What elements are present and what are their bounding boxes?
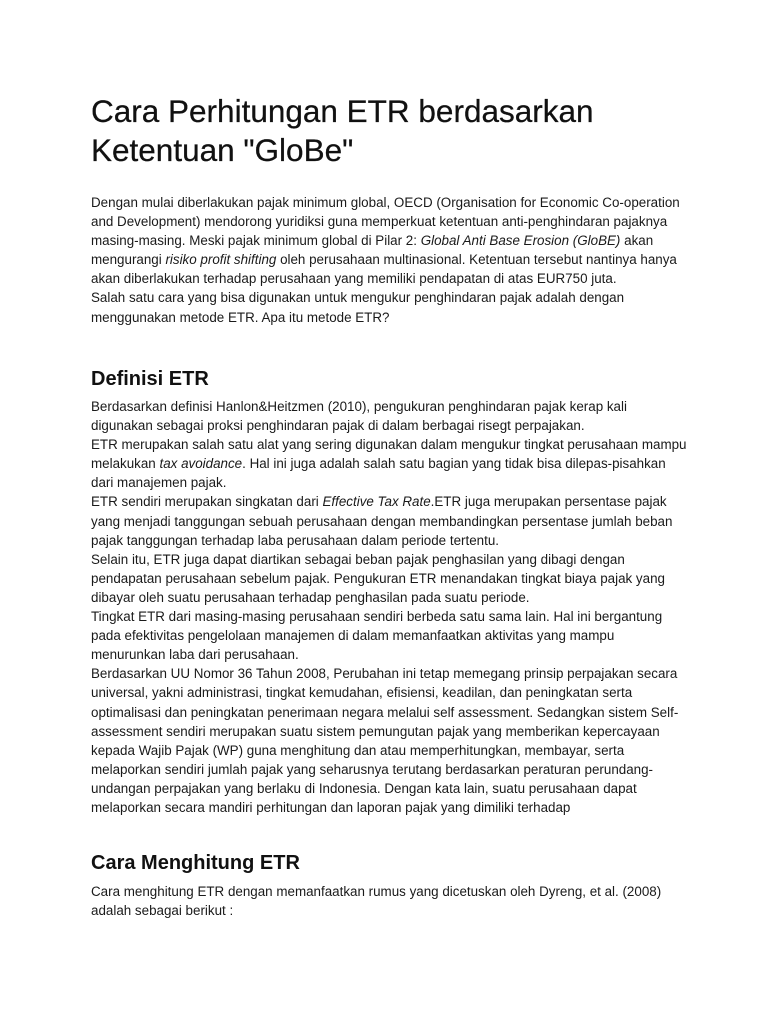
cara-heading: Cara Menghitung ETR [91, 852, 300, 874]
definisi-p3-text-a: ETR sendiri merupakan singkatan dari [91, 494, 323, 510]
intro-text [91, 193, 691, 327]
intro-paragraph-1 [91, 193, 691, 288]
cara-paragraph-1: Cara menghitung ETR dengan memanfaatkan rumus yang dicetuskan oleh Dyreng, et al. (2008) adalah sebagai berikut : [91, 884, 662, 919]
definisi-paragraph-6: Berdasarkan UU Nomor 36 Tahun 2008, Perubahan ini tetap memegang prinsip perpajakan secara universal, yakni administrasi, tingkat kemudahan, efisiensi, keadilan, dan peningkatan serta optimalisasi dan peningkatan penerimaan negara melalui self assessment. Sedangkan sistem Self-assessment sendiri merupakan suatu sistem pemungutan pajak yang memberikan kepercayaan kepada Wajib Pajak (WP) guna menghitung dan atau memperhitungkan, membayar, serta melaporkan sendiri jumlah pajak yang seharusnya terutang berdasarkan peraturan perundang-undangan perpajakan yang berlaku di Indonesia. Dengan kata lain, suatu perusahaan dapat melaporkan secara mandiri perhitungan dan laporan pajak yang dimiliki terhadap [91, 666, 679, 815]
definisi-heading: Definisi ETR [91, 368, 209, 390]
intro-p1-text-a: Dengan mulai diberlakukan pajak minimum global, OECD (Organisation for Economic Co-operation and Development) mendorong yuridiksi guna memperkuat ketentuan anti-penghindaran pajaknya masing-masing. Meski pajak minimum global di Pilar 2: [91, 195, 680, 249]
intro-p1-text-b: akan mengurangi [91, 233, 654, 268]
definisi-paragraph-5: Tingkat ETR dari masing-masing perusahaan sendiri berbeda satu sama lain. Hal ini bergantung pada efektivitas pengelolaan manajemen di dalam memanfaatkan aktivitas yang mampu menurunkan laba dari perusahaan. [91, 609, 663, 663]
definisi-paragraph-3 [91, 492, 691, 549]
definisi-paragraph-4: Selain itu, ETR juga dapat diartikan sebagai beban pajak penghasilan yang dibagi dengan pendapatan perusahaan sebelum pajak. Pengukuran ETR menandakan tingkat biaya pajak yang dibayar oleh suatu perusahaan terhadap penghasilan pada suatu periode. [91, 551, 665, 605]
definisi-p2-text-b: . Hal ini juga adalah salah satu bagian yang tidak bisa dilepas-pisahkan dari manajemen pajak. [91, 456, 666, 491]
page-title: Cara Perhitungan ETR berdasarkan Ketentuan "GloBe" [91, 93, 594, 168]
intro-paragraph-2: Salah satu cara yang bisa digunakan untuk mengukur penghindaran pajak adalah dengan menggunakan metode ETR. Apa itu metode ETR? [91, 290, 625, 325]
definisi-p2-emphasis: tax avoidance [159, 456, 243, 472]
intro-p1-emphasis-profit-shifting: risiko profit shifting [165, 252, 277, 268]
definisi-p3-text-b: .ETR juga merupakan persentase pajak yang menjadi tanggungan sebuah perusahaan dengan membandingkan persentase jumlah beban pajak tanggungan terhadap laba perusahaan dalam periode tertentu. [91, 494, 673, 548]
definisi-paragraph-1: Berdasarkan definisi Hanlon&Heitzmen (2010), pengukuran penghindaran pajak kerap kali digunakan sebagai proksi penghindaran pajak di dalam berbagai risegt perpajakan. [91, 399, 627, 434]
definisi-p3-emphasis: Effective Tax Rate [322, 494, 431, 510]
cara-body [91, 882, 691, 920]
intro-section [91, 193, 691, 327]
intro-p1-emphasis-globe: Global Anti Base Erosion (GloBE) [420, 233, 621, 249]
definisi-section [91, 366, 691, 392]
definisi-p2-text-a: ETR merupakan salah satu alat yang sering digunakan dalam mengukur tingkat perusahaan mampu melakukan [91, 437, 687, 472]
definisi-body [91, 397, 691, 817]
cara-text [91, 882, 691, 920]
intro-p1-text-c: oleh perusahaan multinasional. Ketentuan tersebut nantinya hanya akan diberlakukan terhadap perusahaan yang memiliki pendapatan di atas EUR750 juta. [91, 252, 677, 287]
cara-section [91, 850, 691, 876]
definisi-paragraph-2 [91, 435, 691, 492]
definisi-text [91, 397, 691, 817]
